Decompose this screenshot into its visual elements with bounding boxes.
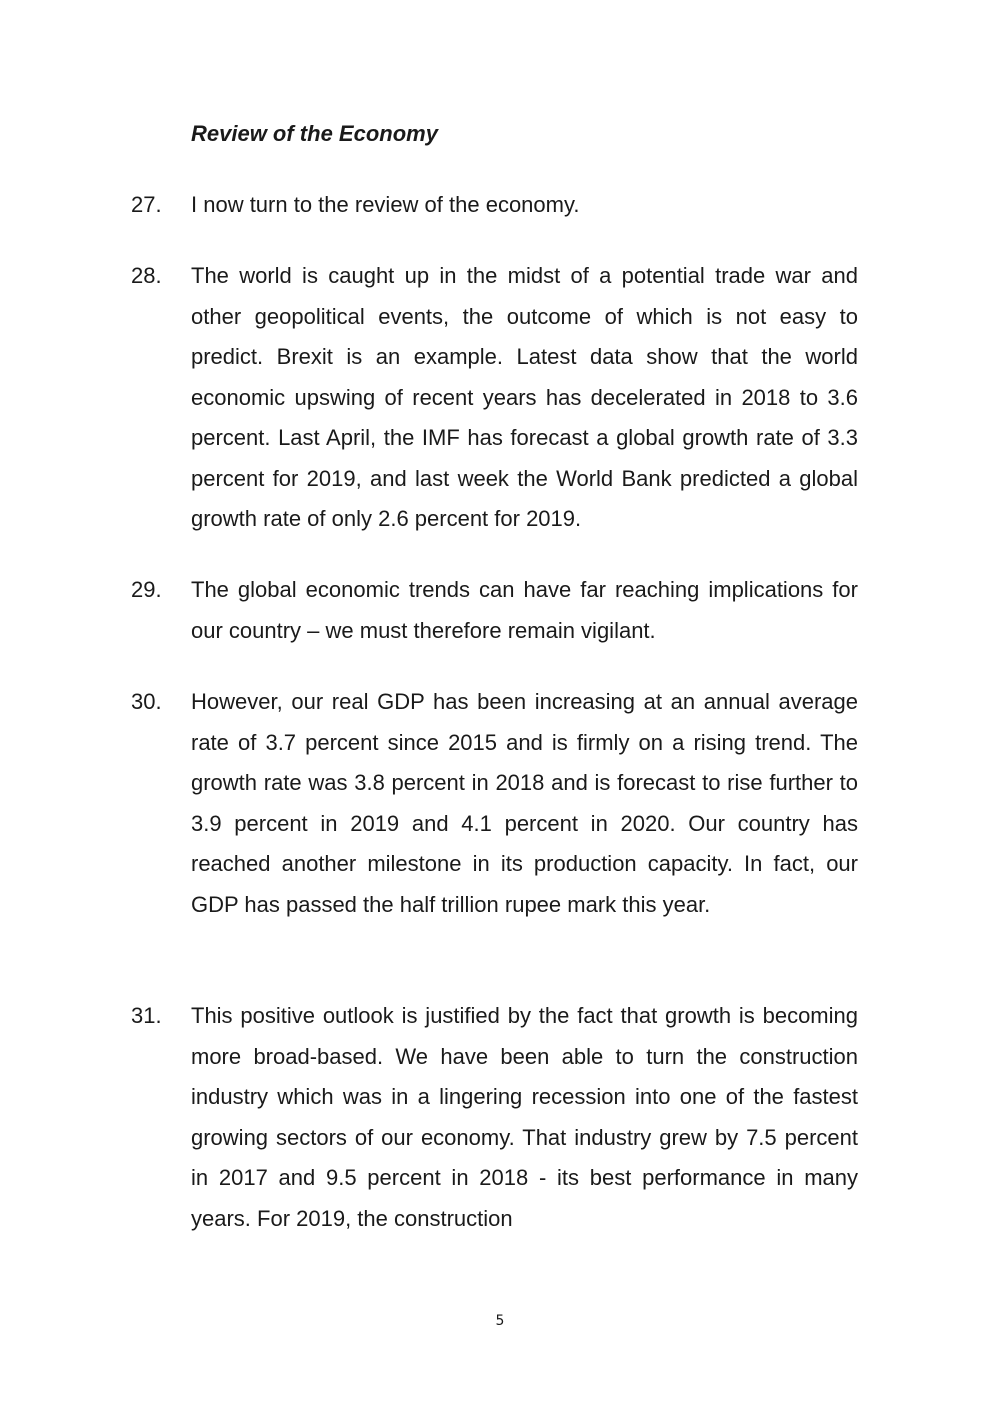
paragraph-number: 29.: [131, 577, 162, 602]
paragraph-number: 27.: [131, 192, 162, 217]
paragraph-text: However, our real GDP has been increasing at an annual average rate of 3.7 percent since 2015 and is firmly on a rising trend. The growth rate was 3.8 percent in 2018 and is forecast to rise further to 3.9 percent in 2019 and 4.1 percent in 2020. Our country has reached another milestone in its production capacity. In fact, our GDP has passed the half trillion rupee mark this year.: [191, 689, 858, 917]
page-number: 5: [495, 1313, 505, 1329]
section-title: Review of the Economy: [191, 121, 438, 146]
paragraph-text: The global economic trends can have far reaching implications for our country – we must therefore remain vigilant.: [191, 577, 858, 643]
paragraph-number: 30.: [131, 689, 162, 714]
paragraph-text: I now turn to the review of the economy.: [191, 192, 580, 217]
paragraph-text: The world is caught up in the midst of a potential trade war and other geopolitical events, the outcome of which is not easy to predict. Brexit is an example. Latest data show that the world economic upswing of recent years has decelerated in 2018 to 3.6 percent. Last April, the IMF has forecast a global growth rate of 3.3 percent for 2019, and last week the World Bank predicted a global growth rate of only 2.6 percent for 2019.: [191, 263, 858, 531]
paragraph-number: 28.: [131, 263, 162, 288]
paragraph-text: This positive outlook is justified by the fact that growth is becoming more broad-based. We have been able to turn the construction industry which was in a lingering recession into one of the fastest growing sectors of our economy. That industry grew by 7.5 percent in 2017 and 9.5 percent in 2018 - its best performance in many years. For 2019, the construction: [191, 1003, 858, 1231]
paragraph-number: 31.: [131, 1003, 162, 1028]
